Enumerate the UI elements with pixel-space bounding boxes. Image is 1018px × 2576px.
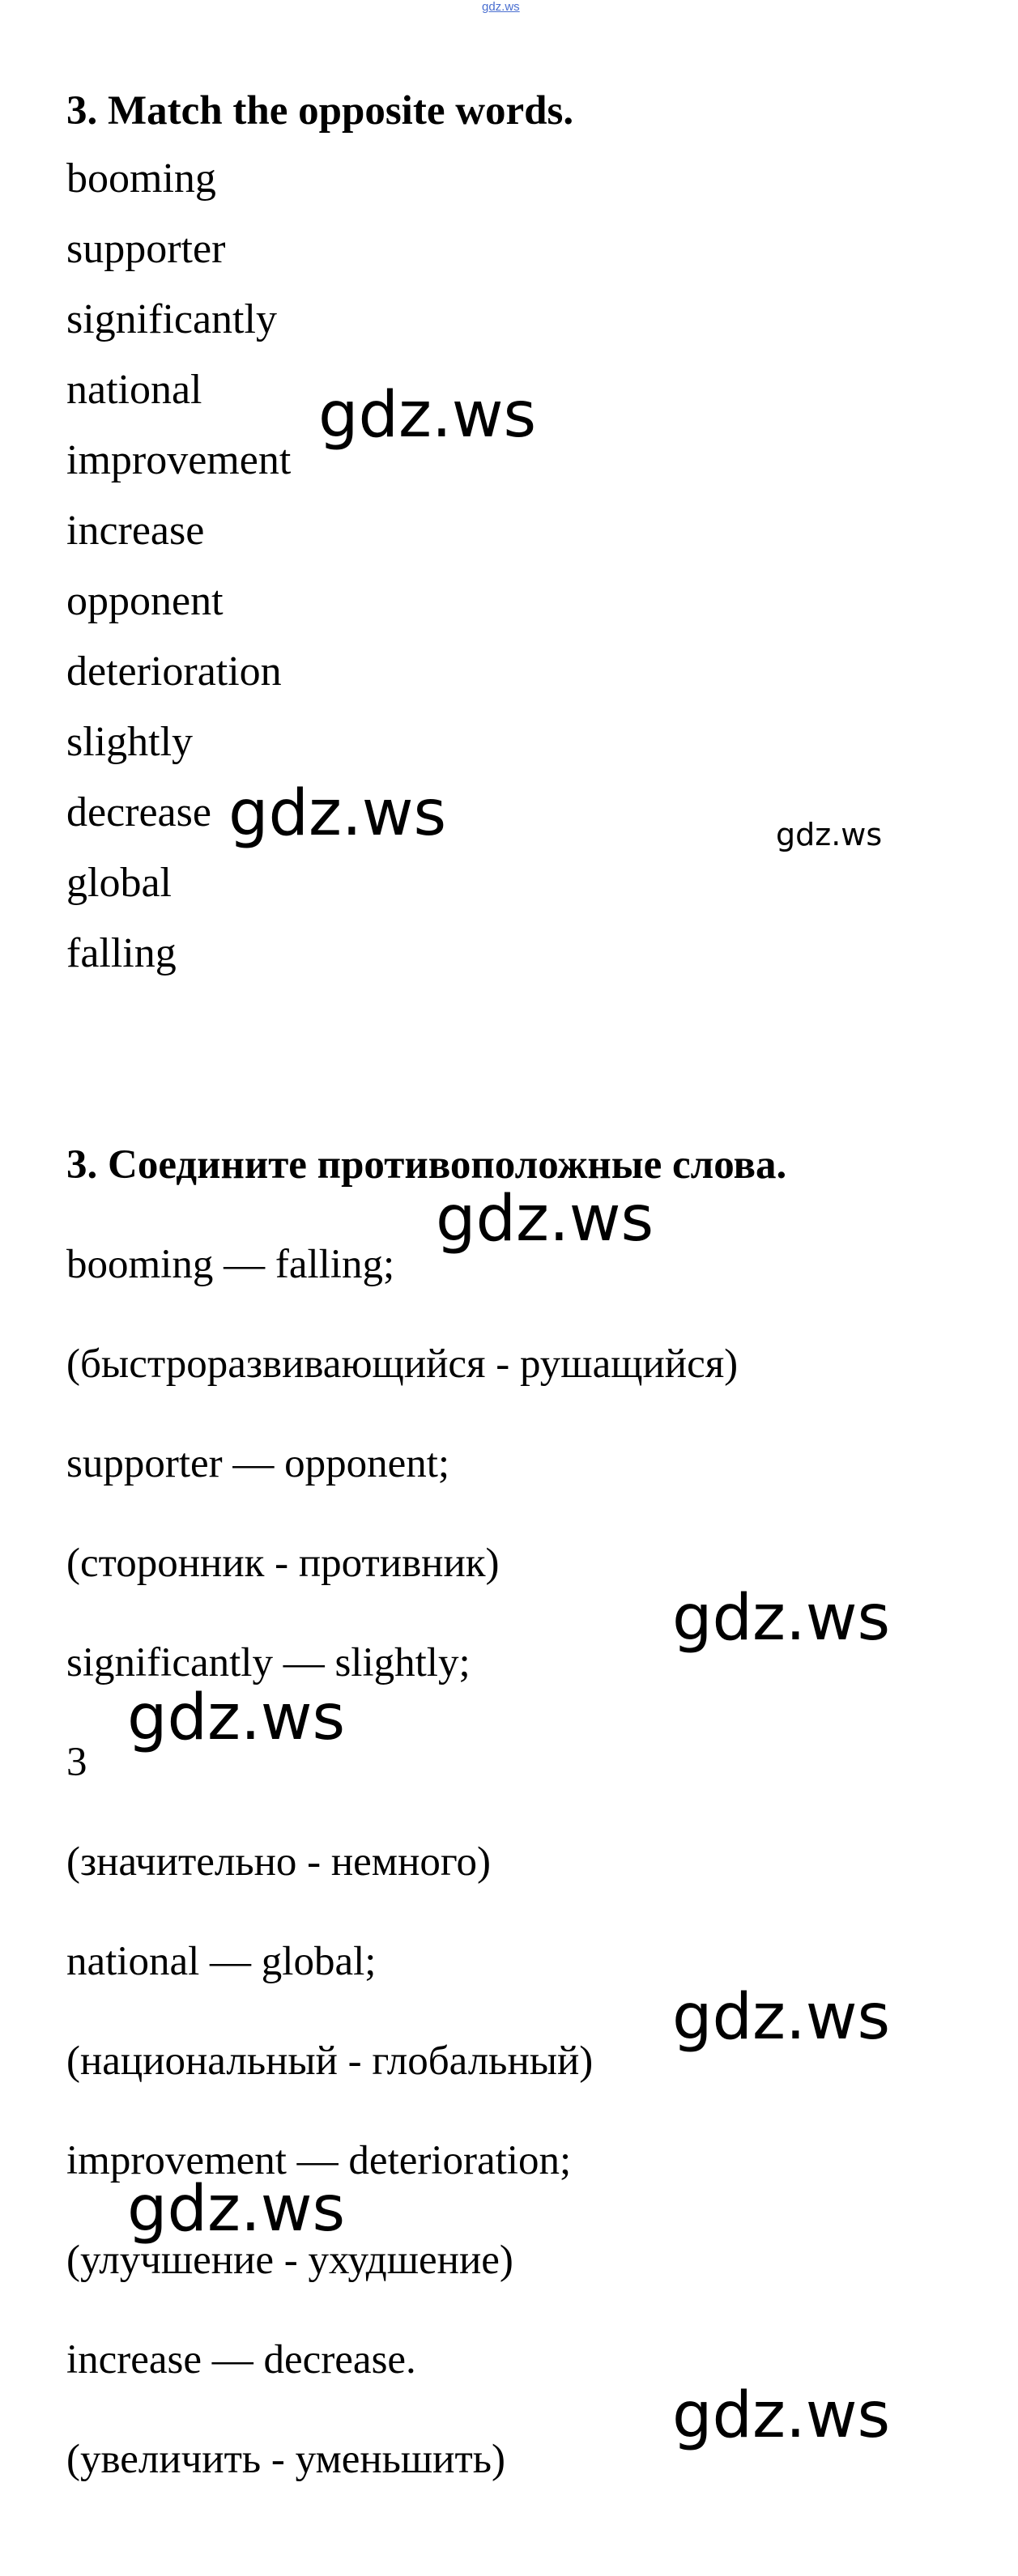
watermark: gdz.ws bbox=[127, 1681, 346, 1754]
watermark: gdz.ws bbox=[436, 1183, 654, 1256]
translation-line: (быстроразвивающийся - рушащийся) bbox=[66, 1341, 739, 1387]
translation-line: (сторонник - противник) bbox=[66, 1541, 500, 1586]
answer-line: significantly — slightly; bbox=[66, 1640, 471, 1685]
watermark: gdz.ws bbox=[672, 2379, 891, 2452]
translation-line: (национальный - глобальный) bbox=[66, 2038, 594, 2084]
word-item: booming bbox=[66, 155, 216, 202]
answer-line: improvement — deterioration; bbox=[66, 2138, 572, 2183]
watermark: gdz.ws bbox=[318, 379, 537, 452]
word-item: supporter bbox=[66, 226, 226, 272]
task-heading: 3. Match the opposite words. bbox=[66, 88, 574, 134]
translation-line: (значительно - немного) bbox=[66, 1839, 491, 1885]
word-item: significantly bbox=[66, 296, 277, 342]
translation-line: (улучшение - ухудшение) bbox=[66, 2238, 513, 2283]
word-item: increase bbox=[66, 508, 205, 554]
answer-line: increase — decrease. bbox=[66, 2337, 416, 2383]
translation-line: (увеличить - уменьшить) bbox=[66, 2437, 505, 2482]
word-item: decrease bbox=[66, 789, 211, 835]
answer-line: booming — falling; bbox=[66, 1242, 395, 1287]
watermark: gdz.ws bbox=[672, 1981, 891, 2054]
watermark: gdz.ws bbox=[127, 2173, 346, 2246]
answer-line: national — global; bbox=[66, 1939, 377, 1984]
watermark: gdz.ws bbox=[776, 817, 883, 852]
word-item: slightly bbox=[66, 719, 194, 765]
word-item: national bbox=[66, 367, 202, 413]
word-item: deterioration bbox=[66, 648, 282, 695]
answer-heading: 3. Соедините противоположные слова. bbox=[66, 1142, 787, 1188]
watermark: gdz.ws bbox=[672, 1582, 891, 1655]
watermark: gdz.ws bbox=[228, 777, 447, 850]
word-item: opponent bbox=[66, 578, 224, 624]
word-item: improvement bbox=[66, 437, 292, 483]
top-watermark-link[interactable]: gdz.ws bbox=[482, 0, 520, 14]
answer-line: supporter — opponent; bbox=[66, 1441, 450, 1486]
page-number: 3 bbox=[66, 1740, 87, 1785]
word-item: falling bbox=[66, 930, 177, 976]
word-item: global bbox=[66, 860, 172, 906]
